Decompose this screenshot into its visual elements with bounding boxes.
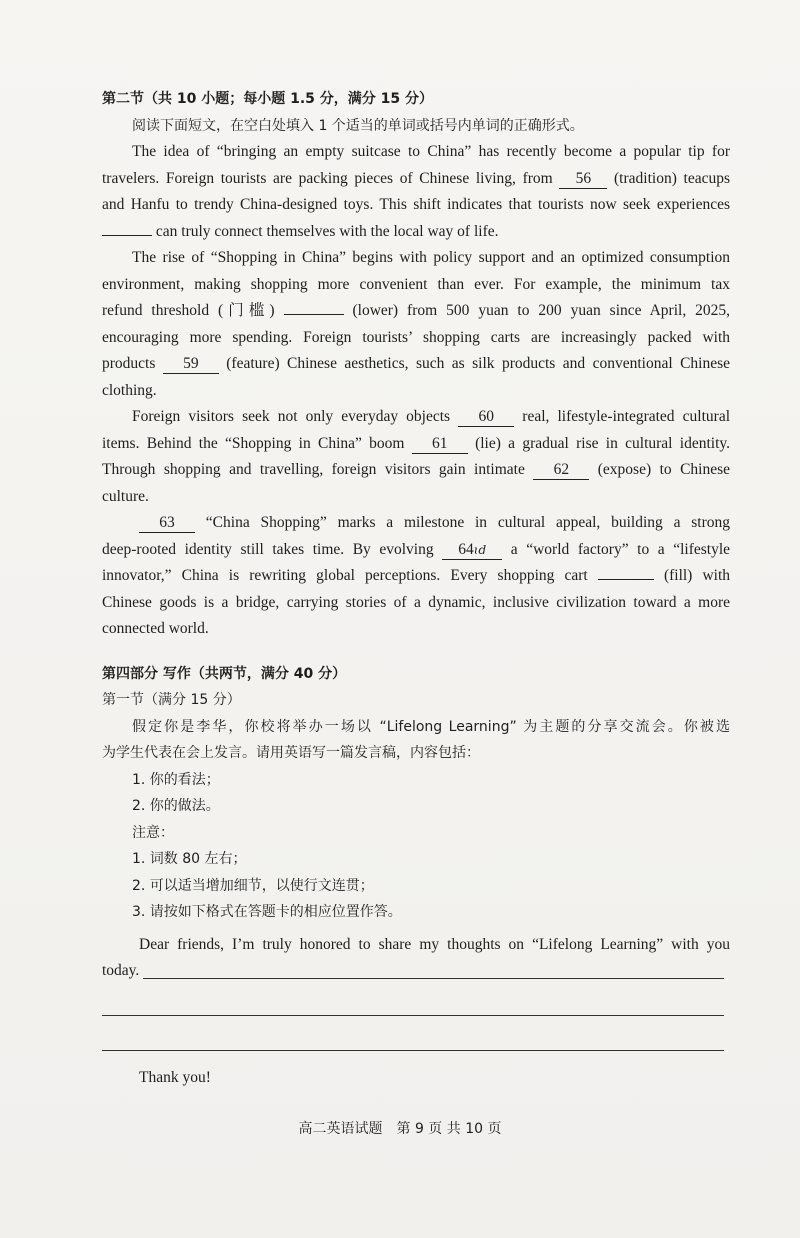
blank-62[interactable]: 62	[533, 461, 589, 480]
passage-line: products 59 (feature) Chinese aesthetics, such as silk products and conventional Chinese	[102, 355, 731, 372]
passage-line: can truly connect themselves with the local way of life.	[102, 219, 730, 246]
passage	[102, 139, 730, 643]
part4-heading: 第四部分 写作（共两节，满分 40 分）	[102, 665, 347, 682]
passage-line: clothing.	[102, 381, 157, 399]
page-content	[102, 86, 730, 1091]
note-item: 3. 请按如下格式在答题卡的相应位置作答。	[132, 904, 402, 920]
part4-section1: 第一节（满分 15 分）	[102, 692, 241, 708]
writing-prompt-line: 假定你是李华，你校将举办一场以 “Lifelong Learning” 为主题的分享交流会。你被选	[132, 718, 730, 735]
passage-line: and Hanfu to trendy China-designed toys. This shift indicates that tourists now seek experiences	[102, 196, 730, 213]
passage-line: Chinese goods is a bridge, carrying stories of a dynamic, inclusive civilization toward a more	[102, 593, 730, 611]
blank-60[interactable]: 60	[458, 408, 514, 427]
writing-prompt-line: 为学生代表在会上发言。请用英语写一篇发言稿，内容包括：	[102, 745, 480, 761]
answer-line[interactable]	[143, 977, 724, 979]
blank-58[interactable]	[284, 314, 344, 315]
passage-line: Through shopping and travelling, foreign visitors gain intimate 62 (expose) to Chinese	[102, 461, 731, 478]
passage-line: connected world.	[102, 620, 209, 637]
passage-line: refund threshold (门槛) (lower) from 500 yuan to 200 yuan since April, 2025,	[102, 302, 731, 319]
passage-line: innovator,” China is rewriting global perceptions. Every shopping cart (fill) with	[102, 567, 731, 584]
page-footer: 高二英语试题 第 9 页 共 10 页	[298, 1121, 502, 1137]
blank-61[interactable]: 61	[412, 435, 468, 454]
blank-63[interactable]: 63	[139, 514, 195, 533]
content-item: 2. 你的做法。	[132, 798, 220, 814]
section2-heading: 第二节（共 10 小题；每小题 1.5 分，满分 15 分）	[102, 91, 434, 107]
passage-line: items. Behind the “Shopping in China” boom 61 (lie) a gradual rise in cultural identity.	[102, 434, 730, 452]
blank-56[interactable]: 56	[559, 170, 607, 189]
letter-line: today.	[102, 958, 730, 985]
passage-line: encouraging more spending. Foreign tourists’ shopping carts are increasingly packed with	[102, 328, 730, 346]
content-item: 1. 你的看法；	[132, 771, 220, 788]
section2-instruction: 阅读下面短文，在空白处填入 1 个适当的单词或括号内单词的正确形式。	[132, 117, 584, 134]
passage-line: 63 “China Shopping” marks a milestone in cultural appeal, building a strong	[102, 510, 730, 537]
letter-closing: Thank you!	[139, 1068, 211, 1086]
passage-line: Foreign visitors seek not only everyday objects 60 real, lifestyle-integrated cultural	[132, 408, 730, 425]
handwritten-mark: ɩd	[473, 542, 487, 557]
passage-line: The rise of “Shopping in China” begins with policy support and an optimized consumption	[132, 249, 730, 266]
note-item: 2. 可以适当增加细节，以使行文连贯；	[132, 877, 374, 894]
blank-65[interactable]	[598, 579, 654, 580]
letter-opening: Dear friends, I’m truly honored to share my thoughts on “Lifelong Learning” with you	[139, 935, 730, 953]
blank-64[interactable]: 64ɩd	[442, 541, 502, 560]
note-item: 1. 词数 80 左右；	[132, 851, 247, 867]
passage-line: environment, making shopping more convenient than ever. For example, the minimum tax	[102, 275, 730, 293]
passage-line: culture.	[102, 487, 149, 505]
blank-57[interactable]	[102, 235, 152, 236]
note-label: 注意：	[132, 824, 174, 841]
passage-line: travelers. Foreign tourists are packing pieces of Chinese living, from 56 (tradition) teacups	[102, 169, 730, 187]
blank-59[interactable]: 59	[163, 355, 219, 374]
passage-line: deep-rooted identity still takes time. By evolving 64ɩd a “world factory” to a “lifestyle	[102, 540, 731, 558]
passage-line: The idea of “bringing an empty suitcase to China” has recently become a popular tip for	[132, 143, 730, 160]
